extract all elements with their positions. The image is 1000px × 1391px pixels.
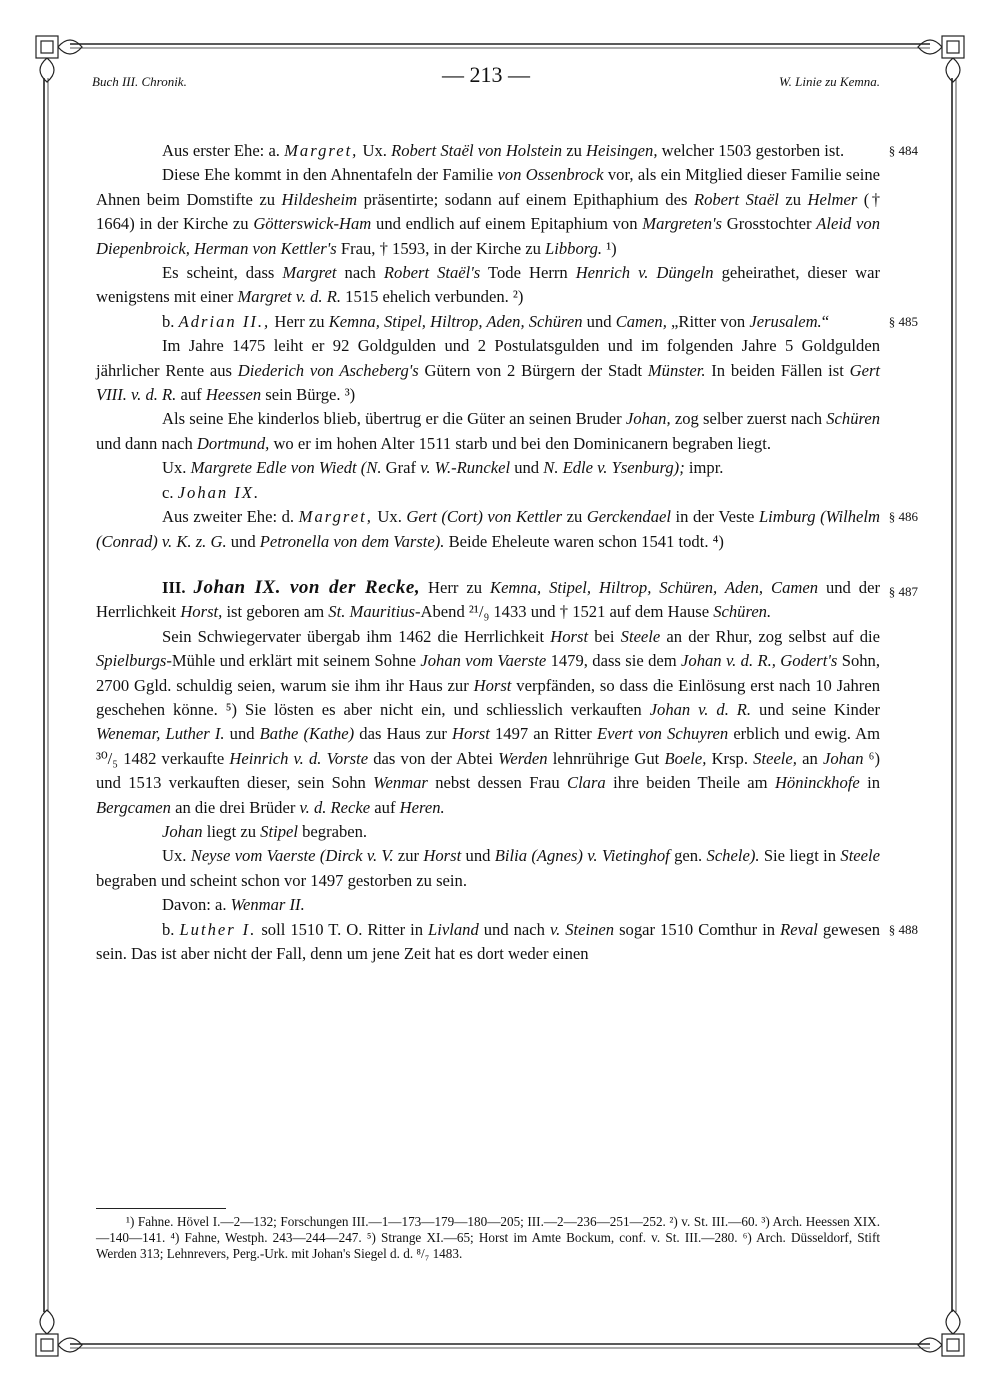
paragraph: Im Jahre 1475 leiht er 92 Goldgulden und 2 Postulatsgulden und im folgenden Jahre 5 Goldgulden jährlicher Rente aus Diederich von Ascheberg's Gütern von 2 Bürgern der Stadt Münster. In beiden Fällen ist Gert VIII. v. d. R. auf Heessen sein Bürge. ³) (96, 336, 881, 405)
paragraph: § 487 III. Johan IX. von der Recke, Herr zu Kemna, Stipel, Hiltrop, Schüren, Aden, Camen und der Herrlichkeit Horst, ist geboren am St. Mauritius-Abend ²¹/₉ 1433 und † 1521 auf dem Hause Schüren. (96, 576, 918, 622)
paragraph: § 488 b. Luther I. soll 1510 T. O. Ritter in Livland und nach v. Steinen sogar 1510 Comthur in Reval gewesen sein. Das ist aber nicht der Fall, denn um jene Zeit hat es dort weder einen (96, 919, 918, 963)
header-right: W. Linie zu Kemna. (779, 74, 880, 89)
section-marker: § 487 (888, 583, 918, 599)
page-header (92, 60, 880, 90)
paragraph: § 485 b. Adrian II., Herr zu Kemna, Stipel, Hiltrop, Aden, Schüren und Camen, „Ritter von Jerusalem.“ (96, 310, 880, 334)
paragraph: § 484 Aus erster Ehe: a. Margret, Ux. Robert Staël von Holstein zu Heisingen, welcher 1503 gestorben ist. (96, 139, 880, 163)
paragraph: Diese Ehe kommt in den Ahnentafeln der Familie von Ossenbrock vor, als ein Mitglied dieser Familie seine Ahnen beim Domstifte zu Hildesheim präsentirte; sodann auf einem Epithaphium des Robert Staël zu Helmer († 1664) in der Kirche zu Götterswick-Ham und endlich auf einem Epitaphium von Margreten's Grosstochter Aleid von Diepenbroick, Herman von Kettler's Frau, † 1593, in der Kirche zu Libborg. ¹) (96, 165, 880, 258)
page-number: — 213 — (442, 62, 530, 87)
section-marker: § 486 (888, 509, 918, 525)
paragraph: Johan liegt zu Stipel begraben. (162, 821, 368, 841)
section-marker: § 484 (888, 143, 918, 158)
footnotes (96, 1214, 880, 1262)
paragraph: Ux. Margrete Edle von Wiedt (N. Graf v. W.-Runckel und N. Edle v. Ysenburg); impr. (162, 458, 724, 478)
section-marker: § 485 (888, 313, 918, 329)
paragraph: § 486 Aus zweiter Ehe: d. Margret, Ux. Gert (Cort) von Kettler zu Gerckendael in der Veste Limburg (Wilhelm (Conrad) v. K. z. G. und Petronella von dem Varste). Beide Eheleute waren schon 1541 todt. ⁴) (96, 507, 918, 551)
paragraph: c. Johan IX. (162, 482, 261, 502)
paragraph: Als seine Ehe kinderlos blieb, übertrug er die Güter an seinen Bruder Johan, zog selber zuerst nach Schüren und dann nach Dortmund, wo er im hohen Alter 1511 starb und bei den Dominicanern begraben liegt. (96, 409, 880, 453)
paragraph: Ux. Neyse vom Vaerste (Dirck v. V. zur Horst und Bilia (Agnes) v. Vietinghof gen. Schele). Sie liegt in Steele begraben und scheint schon vor 1497 gestorben zu sein. (96, 846, 881, 890)
main-text (96, 139, 918, 966)
header-left: Buch III. Chronik. (92, 74, 187, 89)
paragraph: Davon: a. Wenmar II. (162, 895, 305, 915)
section-marker: § 488 (888, 921, 918, 937)
footnote-rule (96, 1208, 226, 1209)
footnote-text: ¹) Fahne. Hövel I.—2—132; Forschungen III.—1—173—179—180—205; III.—2—236—251—252. ²) v. St. III.—60. ³) Arch. Heessen XIX.—140—141. ⁴) Fahne, Westph. 243—244—247. ⁵) Strange XI.—65; Horst im Amte Bockum, conf. v. St. III.—280. ⁶) Arch. Düsseldorf, Stift Werden 313; Lehnrevers, Perg.-Urk. mit Johan's Siegel d. d. ⁸/₇ 1483. (96, 1214, 880, 1261)
paragraph: Sein Schwiegervater übergab ihm 1462 die Herrlichkeit Horst bei Steele an der Rhur, zog selbst auf die Spielburgs-Mühle und erklärt mit seinem Sohne Johan vom Vaerste 1479, dass sie dem Johan v. d. R., Godert's Sohn, 2700 Ggld. schuldig seien, warum sie ihm ihr Haus zur Horst verpfänden, so dass die Einlösung erst nach 10 Jahren geschehen könne. ⁵) Sie lösten es aber nicht ein, und schliesslich verkauften Johan v. d. R. und seine Kinder Wenemar, Luther I. und Bathe (Kathe) das Haus zur Horst 1497 an Ritter Evert von Schuyren erblich und ewig. Am ³⁰/₅ 1482 verkaufte Heinrich v. d. Vorste das von der Abtei Werden lehnrührige Gut Boele, Krsp. Steele, an Johan ⁶) und 1513 verkauften dieser, sein Sohn Wenmar nebst dessen Frau Clara ihre beiden Theile am Höninckhofe in Bergcamen an die drei Brüder v. d. Recke auf Heren. (96, 626, 881, 817)
paragraph: Es scheint, dass Margret nach Robert Staël's Tode Herrn Henrich v. Düngeln geheirathet, dieser war wenigstens mit einer Margret v. d. R. 1515 ehelich verbunden. ²) (96, 263, 881, 307)
